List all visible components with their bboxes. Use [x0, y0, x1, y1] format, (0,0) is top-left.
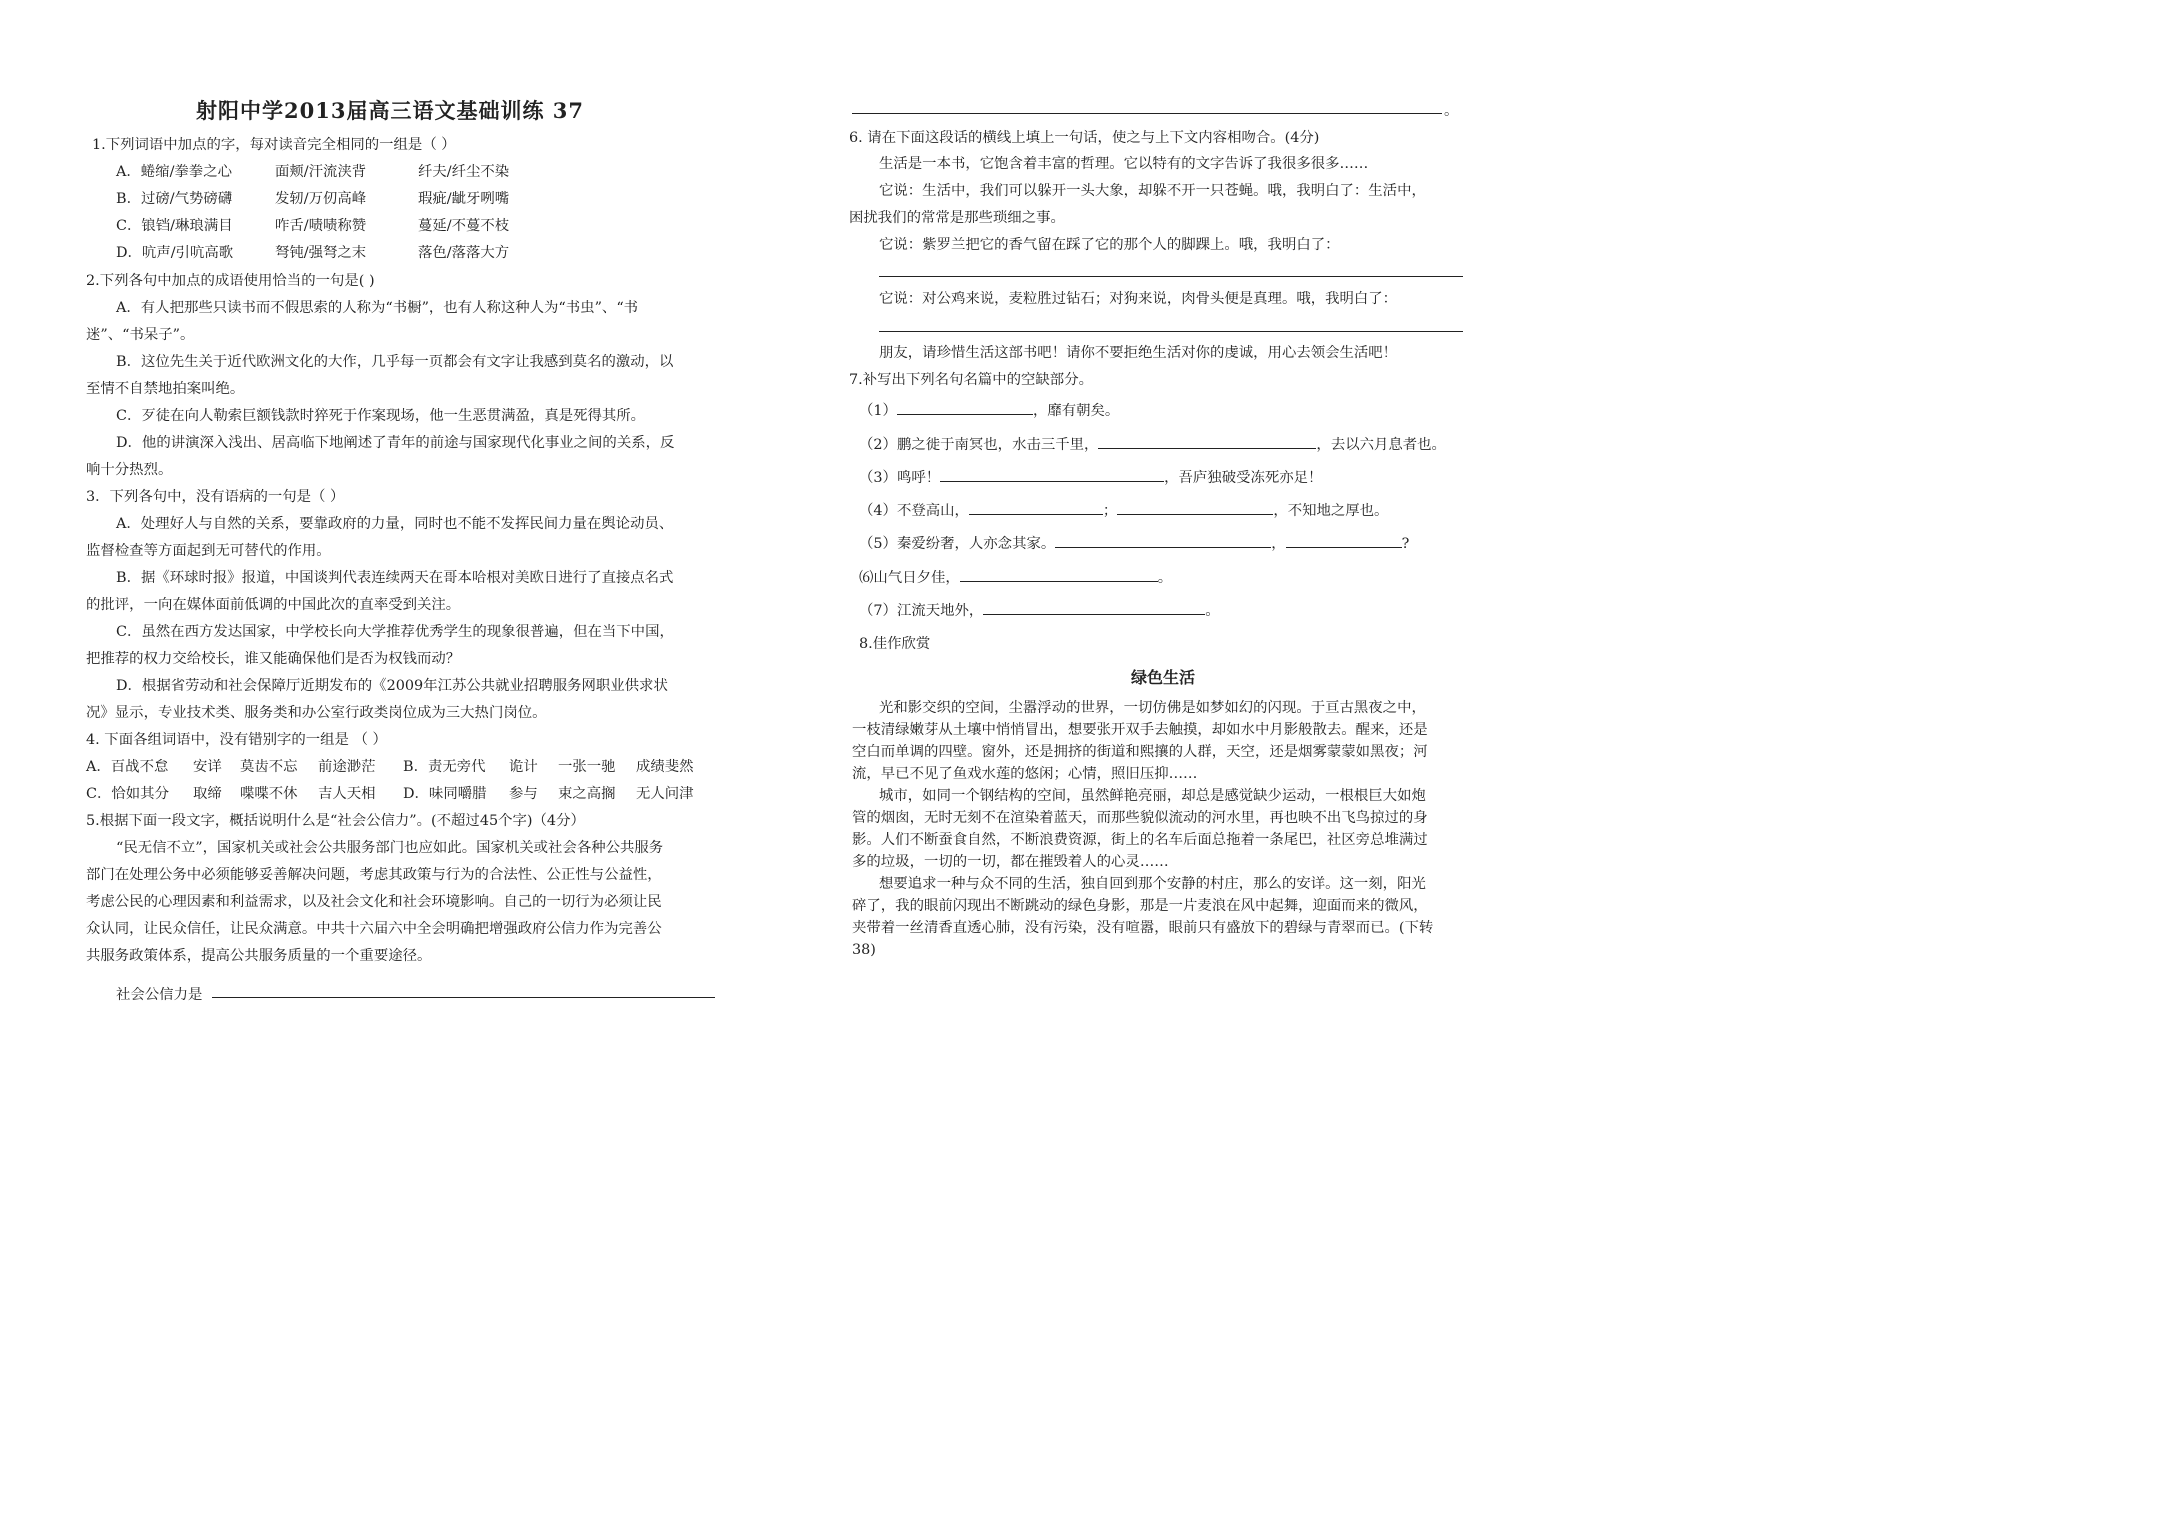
q5-answer-line-continued[interactable]: [852, 113, 1442, 114]
q6-line: 生活是一本书，它饱含着丰富的哲理。它以特有的文字告诉了我很多很多……: [879, 156, 1369, 172]
q1-option-c-3: 蔓延/不蔓不枝: [418, 218, 510, 234]
q2-line: B．这位先生关于近代欧洲文化的大作，几乎每一页都会有文字让我感到莫名的激动，以: [116, 354, 674, 370]
q7-blank[interactable]: [983, 598, 1205, 615]
q3-stem: 3．下列各句中，没有语病的一句是（ ）: [86, 489, 345, 505]
q7-blank[interactable]: [1055, 531, 1271, 548]
q7-blank[interactable]: [897, 398, 1033, 415]
q7-item-text: 。: [1205, 603, 1220, 619]
q5-end-mark: 。: [1444, 103, 1459, 119]
q6-stem: 6. 请在下面这段话的横线上填上一句话，使之与上下文内容相吻合。(4分): [849, 130, 1320, 146]
q4-option-d: D．味同嚼腊: [403, 786, 487, 802]
q3-line: D．根据省劳动和社会保障厅近期发布的《2009年江苏公共就业招聘服务网职业供求状: [116, 678, 668, 694]
essay-line: 碎了，我的眼前闪现出不断跳动的绿色身影，那是一片麦浪在风中起舞，迎面而来的微风，: [852, 898, 1428, 914]
q3-line: C．虽然在西方发达国家，中学校长向大学推荐优秀学生的现象很普遍，但在当下中国，: [116, 624, 674, 640]
q7-item-number: （3）: [859, 470, 897, 486]
q7-item-text: 不登高山，: [896, 503, 969, 519]
q2-line: A．有人把那些只读书而不假思索的人称为“书橱”，也有人称这种人为“书虫”、“书: [116, 300, 639, 316]
q4-word: 喋喋不休: [240, 786, 298, 802]
q7-item-number: ⑹: [859, 570, 874, 586]
q4-option-c: C．恰如其分: [86, 786, 169, 802]
q1-option-b: B．过磅/气势磅礴: [116, 191, 233, 207]
q4-option-a: A．百战不怠: [86, 759, 169, 775]
q1-option-d-2: 弩钝/强弩之末: [275, 245, 367, 261]
q4-word: 诡计: [509, 759, 538, 775]
q1-option-b-2: 发轫/万仞高峰: [275, 191, 367, 207]
q3-line: 况》显示，专业技术类、服务类和办公室行政类岗位成为三大热门岗位。: [86, 705, 547, 721]
essay-line: 一枝清绿嫩芽从土壤中悄悄冒出，想要张开双手去触摸，却如水中月影般散去。醒来，还是: [852, 722, 1428, 738]
q5-passage-line: 共服务政策体系，提高公共服务质量的一个重要途径。: [86, 948, 432, 964]
q7-item-number: （7）: [859, 603, 897, 619]
q4-word: 安详: [193, 759, 222, 775]
q2-line: 至情不自禁地拍案叫绝。: [86, 381, 245, 397]
q7-item-number: （4）: [859, 503, 897, 519]
q4-word: 参与: [509, 786, 538, 802]
q7-item-text: ?: [1401, 536, 1410, 552]
q4-word: 无人问津: [636, 786, 694, 802]
essay-line: 夹带着一丝清香直透心肺，没有污染，没有喧嚣，眼前只有盛放下的碧绿与青翠而已。(下转: [852, 920, 1434, 936]
q1-option-b-3: 瑕疵/龇牙咧嘴: [418, 191, 510, 207]
q7-item-text: 山气日夕佳，: [873, 570, 960, 586]
q7-blank[interactable]: [1286, 531, 1402, 548]
q3-line: B．据《环球时报》报道，中国谈判代表连续两天在哥本哈根对美欧日进行了直接点名式: [116, 570, 674, 586]
q1-option-a-2: 面颊/汗流浃背: [275, 164, 367, 180]
q7-blank[interactable]: [940, 465, 1164, 482]
q6-line: 朋友，请珍惜生活这部书吧！请你不要拒绝生活对你的虔诚，用心去领会生活吧！: [879, 345, 1398, 361]
page-title: 射阳中学2013届高三语文基础训练 37: [196, 98, 584, 123]
q2-line: 迷”、“书呆子”。: [86, 327, 195, 343]
q7-blank[interactable]: [960, 565, 1158, 582]
essay-line: 管的烟囱，无时无刻不在渲染着蓝天，而那些貌似流动的河水里，再也映不出飞鸟掠过的身: [852, 810, 1428, 826]
q6-line: 它说：紫罗兰把它的香气留在踩了它的那个人的脚踝上。哦，我明白了：: [879, 237, 1340, 253]
q4-word: 取缔: [193, 786, 222, 802]
q2-line: 响十分热烈。: [86, 462, 173, 478]
q7-item-text: 秦爱纷奢，人亦念其家。: [896, 536, 1056, 552]
essay-line: 多的垃圾，一切的一切，都在摧毁着人的心灵……: [852, 854, 1169, 870]
q5-stem: 5.根据下面一段文字，概括说明什么是“社会公信力”。(不超过45个字)（4分）: [86, 813, 585, 829]
q5-passage-line: “民无信不立”，国家机关或社会公共服务部门也应如此。国家机关或社会各种公共服务: [116, 840, 664, 856]
q4-word: 莫齿不忘: [240, 759, 298, 775]
q7-item-text: 鹏之徙于南冥也，水击三千里，: [896, 437, 1099, 453]
q7-item-text: ；: [1102, 503, 1118, 519]
q4-word: 成绩斐然: [636, 759, 694, 775]
q7-item: [859, 598, 1220, 624]
q6-line: 它说：对公鸡来说，麦粒胜过钻石；对狗来说，肉骨头便是真理。哦，我明白了：: [879, 291, 1398, 307]
essay-line: 光和影交织的空间，尘嚣浮动的世界，一切仿佛是如梦如幻的闪现。于亘古黑夜之中，: [879, 700, 1426, 716]
q4-word: 一张一驰: [558, 759, 616, 775]
q7-item-text: ，吾庐独破受冻死亦足！: [1164, 470, 1323, 486]
q6-line: 困扰我们的常常是那些琐细之事。: [849, 210, 1065, 226]
essay-line: 空白而单调的四壁。窗外，还是拥挤的街道和熙攘的人群，天空，还是烟雾蒙蒙如黑夜；河: [852, 744, 1428, 760]
q2-line: D．他的讲演深入浅出、居高临下地阐述了青年的前途与国家现代化事业之间的关系，反: [116, 435, 675, 451]
q1-option-d-3: 落色/落落大方: [418, 245, 510, 261]
q7-item-text: ，靡有朝矣。: [1032, 403, 1120, 419]
q7-item-text: 江流天地外，: [896, 603, 984, 619]
q6-answer-line-1[interactable]: [879, 276, 1463, 277]
q7-item-number: （1）: [859, 403, 897, 419]
q5-passage-line: 部门在处理公务中必须能够妥善解决问题，考虑其政策与行为的合法性、公正性与公益性，: [86, 867, 662, 883]
q7-item-text: 。: [1157, 570, 1173, 586]
q4-word: 吉人天相: [318, 786, 376, 802]
q5-passage-line: 考虑公民的心理因素和利益需求，以及社会文化和社会环境影响。自己的一切行为必须让民: [86, 894, 662, 910]
essay-line: 想要追求一种与众不同的生活，独自回到那个安静的村庄，那么的安详。这一刻，阳光: [879, 876, 1426, 892]
q7-item: [859, 398, 1119, 424]
q2-stem: 2.下列各句中加点的成语使用恰当的一句是( ): [86, 273, 375, 289]
essay-line: 城市，如同一个钢结构的空间，虽然鲜艳亮丽，却总是感觉缺少运动，一根根巨大如炮: [879, 788, 1426, 804]
q7-item-text: ，不知地之厚也。: [1273, 503, 1389, 519]
q3-line: 监督检查等方面起到无可替代的作用。: [86, 543, 331, 559]
q7-blank[interactable]: [1098, 432, 1316, 449]
q1-stem: 1.下列词语中加点的字，每对读音完全相同的一组是（ ）: [92, 137, 456, 153]
q1-option-a: A．蜷缩/拳拳之心: [116, 164, 232, 180]
q7-item-text: ，: [1271, 536, 1286, 552]
essay-line: 流，早已不见了鱼戏水莲的悠闲；心情，照旧压抑……: [852, 766, 1198, 782]
q7-item-text: 鸣呼！: [896, 470, 941, 486]
essay-line: 38): [852, 942, 876, 958]
q7-stem: 7.补写出下列名句名篇中的空缺部分。: [849, 372, 1093, 388]
essay-title: 绿色生活: [1131, 668, 1196, 687]
q4-word: 束之高搁: [558, 786, 616, 802]
q7-blank[interactable]: [969, 498, 1103, 515]
q1-option-d: D．吭声/引吭高歌: [116, 245, 234, 261]
q7-blank[interactable]: [1117, 498, 1273, 515]
q7-item-number: （5）: [859, 536, 897, 552]
essay-line: 影。人们不断蚕食自然，不断浪费资源，街上的名车后面总拖着一条尾巴，社区旁总堆满过: [852, 832, 1428, 848]
q5-answer-label: 社会公信力是: [116, 987, 203, 1003]
q4-word: 前途渺茫: [318, 759, 376, 775]
q7-item-number: （2）: [859, 437, 897, 453]
q2-line: C．歹徒在向人勒索巨额钱款时猝死于作案现场，他一生恶贯满盈，真是死得其所。: [116, 408, 646, 424]
q4-option-b: B．责无旁代: [403, 759, 486, 775]
q5-passage-line: 众认同，让民众信任，让民众满意。中共十六届六中全会明确把增强政府公信力作为完善公: [86, 921, 662, 937]
q6-answer-line-2[interactable]: [879, 331, 1463, 332]
q8-stem: 8.佳作欣赏: [859, 636, 931, 652]
q1-option-a-3: 纤夫/纤尘不染: [418, 164, 510, 180]
q7-item-text: ，去以六月息者也。: [1316, 437, 1446, 453]
q1-option-c: C．锒铛/琳琅满目: [116, 218, 233, 234]
q5-answer-line[interactable]: [212, 997, 715, 998]
q3-line: 的批评，一向在媒体面前低调的中国此次的直率受到关注。: [86, 597, 461, 613]
q4-stem: 4. 下面各组词语中，没有错别字的一组是 （ ）: [86, 732, 387, 748]
q7-item: [859, 498, 1388, 524]
q7-item: [859, 565, 1172, 591]
q6-line: 它说：生活中，我们可以躲开一头大象，却躲不开一只苍蝇。哦，我明白了：生活中，: [879, 183, 1426, 199]
q1-option-c-2: 咋舌/啧啧称赞: [275, 218, 367, 234]
q7-item: [859, 465, 1322, 491]
q7-item: [859, 432, 1446, 458]
q7-item: [859, 531, 1409, 557]
q3-line: A．处理好人与自然的关系，要靠政府的力量，同时也不能不发挥民间力量在舆论动员、: [116, 516, 674, 532]
q3-line: 把推荐的权力交给校长，谁又能确保他们是否为权钱而动？: [86, 651, 461, 667]
